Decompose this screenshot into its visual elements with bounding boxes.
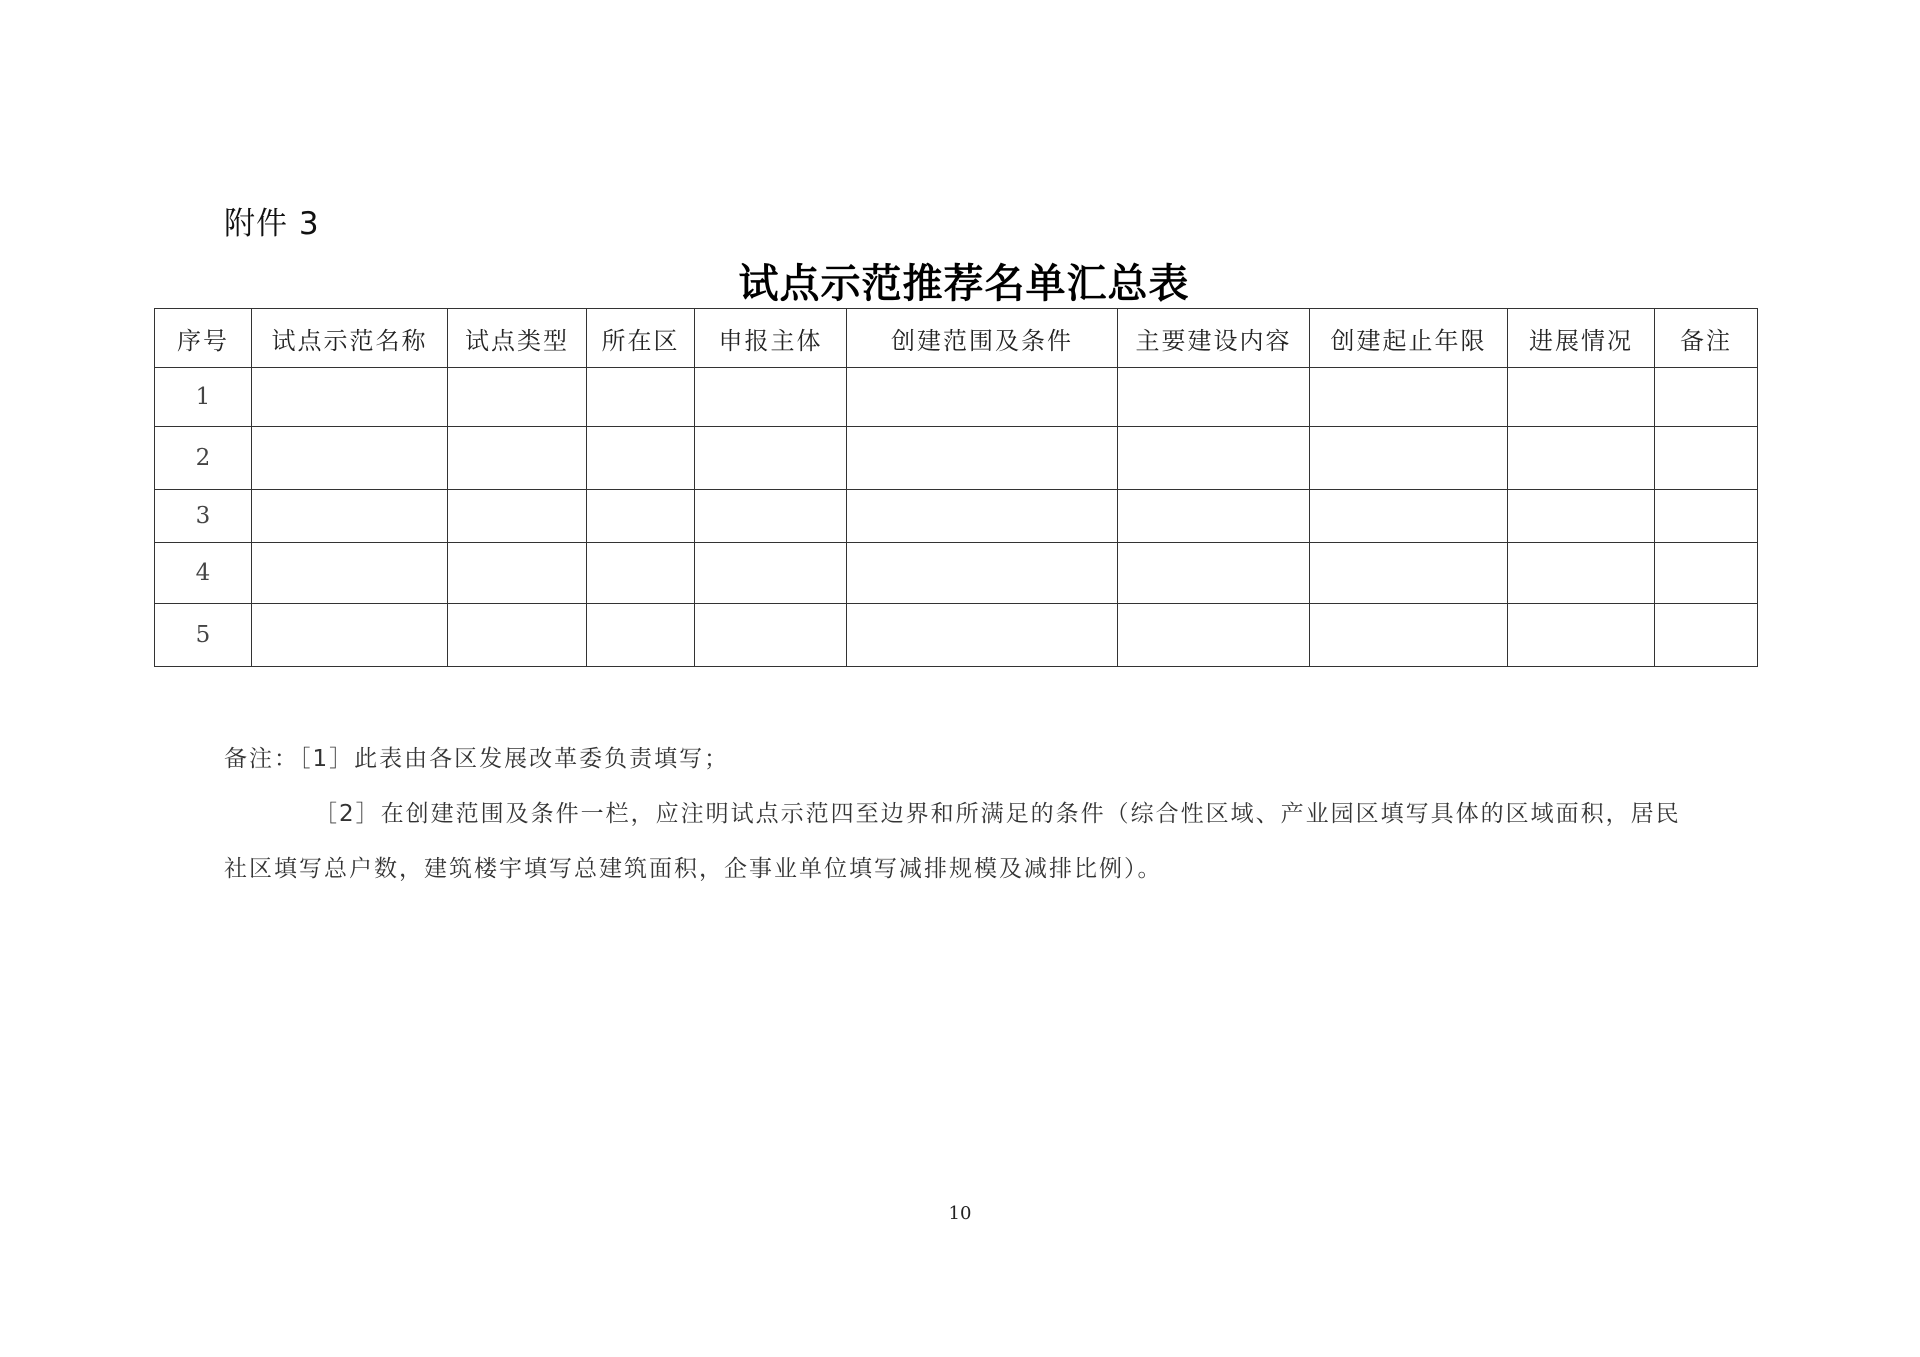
table-cell (587, 427, 695, 490)
table-cell (448, 490, 587, 543)
table-cell (1118, 543, 1310, 604)
header-cell-applicant: 申报主体 (695, 309, 847, 368)
table-cell (587, 543, 695, 604)
table-cell (252, 604, 448, 667)
table-cell (1118, 604, 1310, 667)
table-cell (1655, 543, 1758, 604)
table-row (155, 427, 1758, 490)
table-cell (1508, 368, 1655, 427)
table-cell (1655, 490, 1758, 543)
table-cell (847, 368, 1118, 427)
row-index: 4 (155, 543, 252, 604)
table-cell (448, 368, 587, 427)
table-cell (1118, 427, 1310, 490)
header-cell-remarks: 备注 (1655, 309, 1758, 368)
page-number: 10 (948, 1203, 972, 1224)
table-cell (252, 368, 448, 427)
table-cell (695, 427, 847, 490)
table-row (155, 543, 1758, 604)
header-cell-index: 序号 (155, 309, 252, 368)
row-index: 1 (155, 368, 252, 427)
table-cell (847, 427, 1118, 490)
row-index: 3 (155, 490, 252, 543)
table-cell (252, 490, 448, 543)
note-line-1: 备注：［1］此表由各区发展改革委负责填写； (224, 746, 730, 772)
table-cell (1655, 427, 1758, 490)
table-cell (847, 543, 1118, 604)
note-line-2: ［2］在创建范围及条件一栏，应注明试点示范四至边界和所满足的条件（综合性区域、产业园区填写具体的区域面积，居民社区填写总户数，建筑楼宇填写总建筑面积，企事业单位填写减排规模及减排比例）。 (224, 801, 1681, 882)
header-row (155, 309, 1758, 368)
table-cell (1508, 543, 1655, 604)
table-cell (448, 604, 587, 667)
table-cell (695, 543, 847, 604)
summary-table (154, 308, 1758, 667)
table-cell (1310, 543, 1508, 604)
table-cell (587, 604, 695, 667)
row-index: 5 (155, 604, 252, 667)
table-cell (1508, 427, 1655, 490)
header-cell-district: 所在区 (587, 309, 695, 368)
table-cell (1310, 368, 1508, 427)
table-cell (587, 368, 695, 427)
table-cell (1310, 604, 1508, 667)
table-cell (695, 604, 847, 667)
attachment-label: 附件 3 (224, 206, 320, 242)
table-cell (1310, 427, 1508, 490)
table-cell (1508, 604, 1655, 667)
table-cell (252, 543, 448, 604)
table-cell (1655, 604, 1758, 667)
header-cell-scope: 创建范围及条件 (847, 309, 1118, 368)
table-cell (847, 490, 1118, 543)
page-title: 试点示范推荐名单汇总表 (738, 261, 1190, 307)
table-cell (695, 490, 847, 543)
table-cell (1508, 490, 1655, 543)
table-cell (847, 604, 1118, 667)
table-row (155, 490, 1758, 543)
header-cell-progress: 进展情况 (1508, 309, 1655, 368)
header-cell-period: 创建起止年限 (1310, 309, 1508, 368)
table-cell (1118, 490, 1310, 543)
notes-section (224, 732, 1694, 897)
table-cell (695, 368, 847, 427)
table-cell (448, 427, 587, 490)
header-cell-pilot-name: 试点示范名称 (252, 309, 448, 368)
table-cell (1310, 490, 1508, 543)
table-cell (1118, 368, 1310, 427)
header-cell-content: 主要建设内容 (1118, 309, 1310, 368)
table-cell (252, 427, 448, 490)
table-cell (448, 543, 587, 604)
table-row (155, 368, 1758, 427)
row-index: 2 (155, 427, 252, 490)
table-row (155, 604, 1758, 667)
header-cell-pilot-type: 试点类型 (448, 309, 587, 368)
table-cell (1655, 368, 1758, 427)
table-cell (587, 490, 695, 543)
